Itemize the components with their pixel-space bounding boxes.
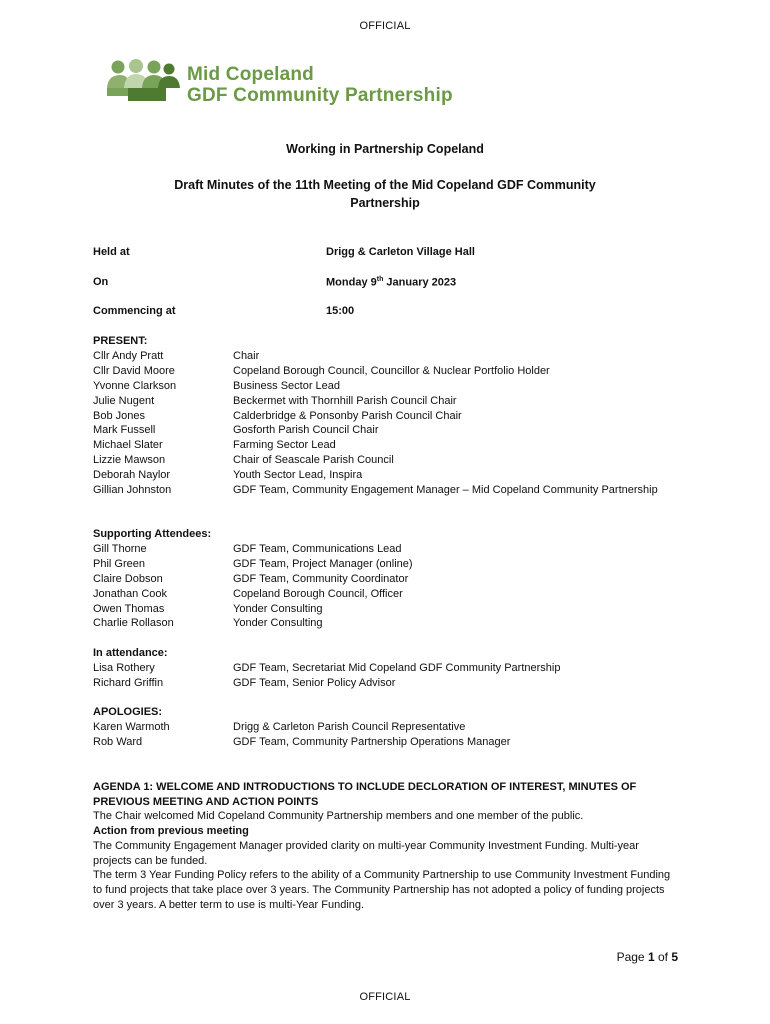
- attendee-row: [93, 394, 693, 409]
- page-number: [617, 950, 678, 964]
- attendee-role: Chair of Seascale Parish Council: [233, 454, 394, 467]
- commencing-label: Commencing at: [93, 305, 176, 317]
- attendee-name: Bob Jones: [93, 409, 145, 422]
- attendee-name: Cllr Andy Pratt: [93, 349, 164, 362]
- supporting-heading: Supporting Attendees:: [93, 528, 212, 540]
- attendee-row: [93, 349, 693, 364]
- held-at-label: Held at: [93, 246, 130, 258]
- attendee-role: GDF Team, Senior Policy Advisor: [233, 676, 396, 689]
- document-subtitle-line1: Draft Minutes of the 11th Meeting of the Mid Copeland GDF Community: [174, 178, 596, 192]
- held-at-value: Drigg & Carleton Village Hall: [326, 246, 475, 258]
- logo-text-line1: Mid Copeland: [187, 64, 314, 85]
- attendee-row: [93, 557, 693, 572]
- attendee-role: GDF Team, Secretariat Mid Copeland GDF Community Partnership: [233, 661, 561, 674]
- attendee-role: Beckermet with Thornhill Parish Council Chair: [233, 394, 457, 407]
- attendee-role: GDF Team, Community Coordinator: [233, 572, 409, 585]
- agenda-1-paragraph-2: The Community Engagement Manager provided clarity on multi-year Community Investment Funding. Multi-year projects can be funded.: [93, 839, 639, 867]
- present-list: [93, 349, 693, 498]
- attendance-list: [93, 661, 693, 691]
- attendee-role: Copeland Borough Council, Councillor & Nuclear Portfolio Holder: [233, 364, 550, 377]
- attendee-name: Gillian Johnston: [93, 484, 172, 497]
- agenda-1-section: [93, 780, 678, 912]
- page-current: 1: [647, 950, 655, 964]
- date-rest: January 2023: [383, 276, 457, 289]
- attendee-role: Drigg & Carleton Parish Council Representative: [233, 720, 466, 733]
- attendee-row: [93, 676, 693, 691]
- attendee-row: [93, 423, 693, 438]
- attendee-row: [93, 438, 693, 453]
- attendee-name: Gill Thorne: [93, 542, 147, 555]
- attendee-row: [93, 453, 693, 468]
- attendee-name: Rob Ward: [93, 735, 143, 748]
- attendee-row: [93, 542, 693, 557]
- attendee-role: GDF Team, Community Partnership Operations Manager: [233, 735, 511, 748]
- apologies-section: [93, 705, 693, 750]
- attendee-name: Michael Slater: [93, 439, 163, 452]
- attendee-role: Chair: [233, 349, 260, 362]
- page-prefix: Page: [616, 950, 648, 964]
- date-suffix: th: [376, 276, 384, 283]
- attendance-heading: In attendance:: [93, 647, 168, 659]
- classification-top: OFFICIAL: [359, 20, 411, 32]
- supporting-section: [93, 527, 693, 631]
- attendee-name: Yvonne Clarkson: [93, 379, 177, 392]
- attendee-name: Cllr David Moore: [93, 364, 175, 377]
- attendance-section: [93, 646, 693, 691]
- attendee-role: Yonder Consulting: [233, 617, 323, 630]
- attendee-role: Calderbridge & Ponsonby Parish Council Chair: [233, 409, 462, 422]
- logo-text-line2: GDF Community Partnership: [187, 85, 453, 106]
- attendee-name: Charlie Rollason: [93, 617, 174, 630]
- attendee-role: Gosforth Parish Council Chair: [233, 424, 379, 437]
- attendee-row: [93, 572, 693, 587]
- attendee-name: Richard Griffin: [93, 676, 164, 689]
- attendee-name: Phil Green: [93, 557, 145, 570]
- attendee-row: [93, 587, 693, 602]
- document-subtitle-line2: Partnership: [350, 196, 420, 210]
- attendee-row: [93, 409, 693, 424]
- agenda-1-subheading: Action from previous meeting: [93, 825, 249, 838]
- attendee-row: [93, 379, 693, 394]
- agenda-1-heading: AGENDA 1: WELCOME AND INTRODUCTIONS TO INCLUDE DECLORATION OF INTEREST, MINUTES OF PREVIOUS MEETING AND ACTION POINTS: [93, 781, 637, 808]
- attendee-row: [93, 468, 693, 483]
- attendee-row: [93, 735, 693, 750]
- partnership-logo-icon: [106, 58, 182, 102]
- commencing-value: 15:00: [326, 305, 355, 317]
- present-heading: PRESENT:: [93, 335, 148, 347]
- attendee-role: Farming Sector Lead: [233, 439, 336, 452]
- page-of: of: [654, 950, 672, 964]
- attendee-role: GDF Team, Community Engagement Manager – Mid Copeland Community Partnership: [233, 484, 658, 497]
- classification-bottom: OFFICIAL: [359, 991, 411, 1003]
- attendee-name: Julie Nugent: [93, 394, 155, 407]
- attendee-name: Lisa Rothery: [93, 661, 155, 674]
- date-label: On: [93, 276, 109, 288]
- page-total: 5: [671, 950, 678, 964]
- agenda-1-paragraph-3: The term 3 Year Funding Policy refers to the ability of a Community Partnership to use Community Investment Funding to fund projects that take place over 3 years. The Community Partnership has not adopted a policy of funding projects over 3 years. A better term to use is multi-Year Funding.: [93, 869, 671, 911]
- attendee-role: Youth Sector Lead, Inspira: [233, 469, 363, 482]
- attendee-name: Claire Dobson: [93, 572, 163, 585]
- attendee-role: GDF Team, Communications Lead: [233, 542, 402, 555]
- attendee-role: GDF Team, Project Manager (online): [233, 557, 413, 570]
- attendee-name: Karen Warmoth: [93, 720, 170, 733]
- date-day: Monday 9: [326, 276, 377, 289]
- date-value: [326, 276, 456, 289]
- attendee-name: Mark Fussell: [93, 424, 156, 437]
- attendee-row: [93, 661, 693, 676]
- attendee-row: [93, 483, 693, 498]
- attendee-row: [93, 364, 693, 379]
- document-title: Working in Partnership Copeland: [286, 142, 484, 156]
- attendee-row: [93, 616, 693, 631]
- attendee-name: Owen Thomas: [93, 602, 165, 615]
- present-section: [93, 334, 693, 498]
- apologies-list: [93, 720, 693, 750]
- attendee-row: [93, 720, 693, 735]
- attendee-name: Jonathan Cook: [93, 587, 167, 600]
- attendee-role: Yonder Consulting: [233, 602, 323, 615]
- attendee-role: Business Sector Lead: [233, 379, 341, 392]
- attendee-role: Copeland Borough Council, Officer: [233, 587, 403, 600]
- attendee-name: Deborah Naylor: [93, 469, 171, 482]
- agenda-1-paragraph-1: The Chair welcomed Mid Copeland Community Partnership members and one member of the public.: [93, 810, 584, 823]
- attendee-name: Lizzie Mawson: [93, 454, 166, 467]
- apologies-heading: APOLOGIES:: [93, 706, 163, 718]
- supporting-list: [93, 542, 693, 631]
- attendee-row: [93, 602, 693, 617]
